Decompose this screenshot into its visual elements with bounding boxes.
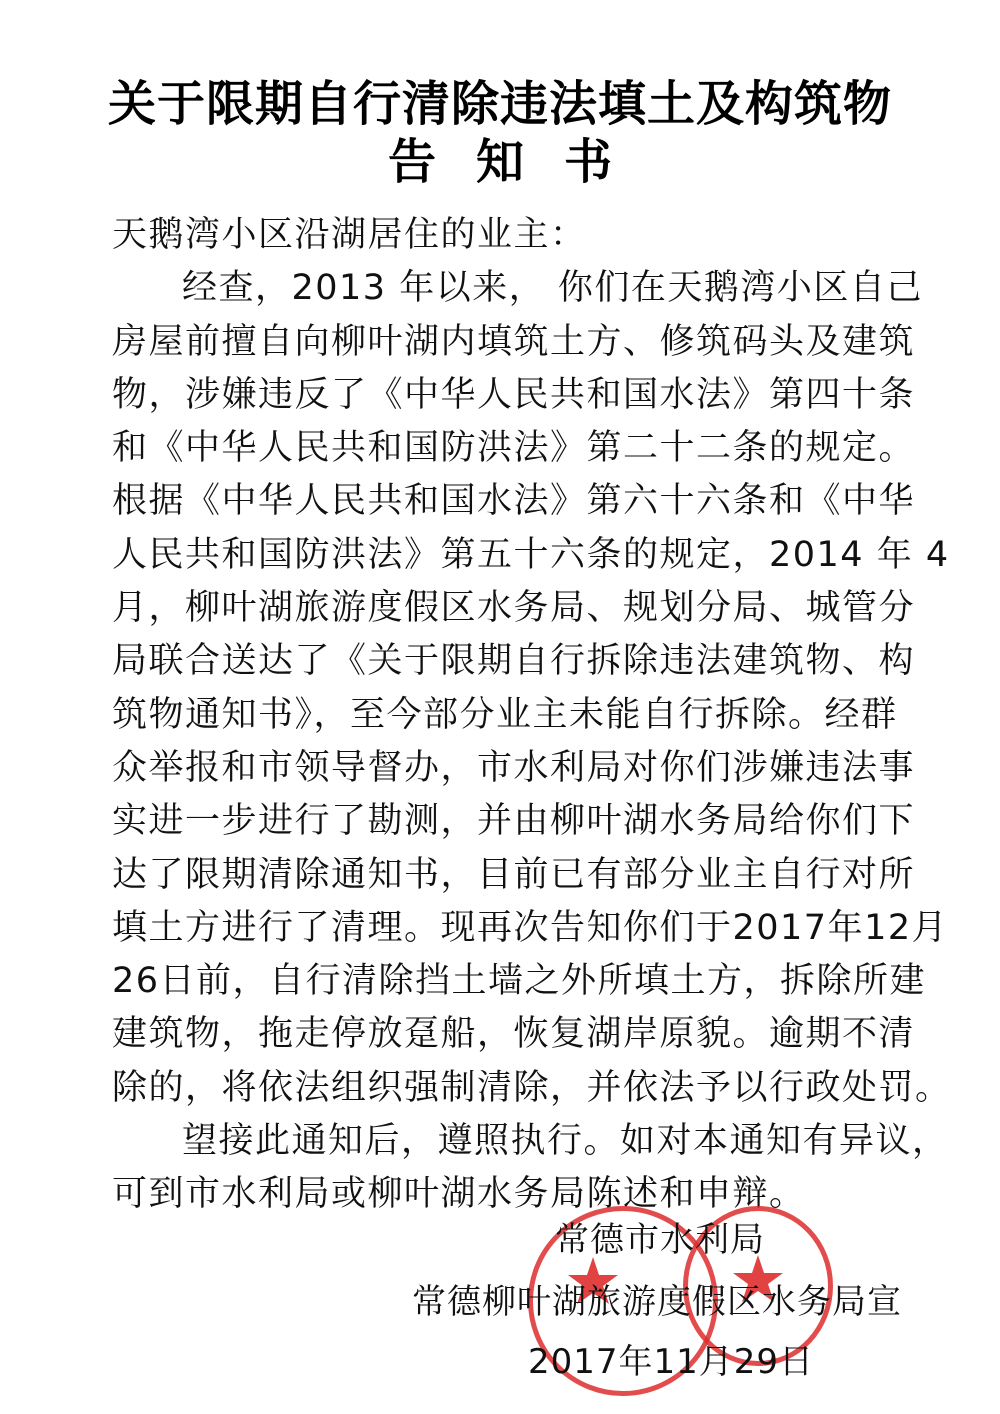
body-line: 月，柳叶湖旅游度假区水务局、规划分局、城管分 (112, 588, 916, 629)
document-title-line1: 关于限期自行清除违法填土及构筑物 (107, 76, 892, 132)
body-line: 筑物通知书》，至今部分业主未能自行拆除。经群 (112, 694, 898, 735)
document-title-line2: 告知书 (387, 134, 652, 190)
body-line: 经查，2013 年以来， 你们在天鹅湾小区自己 (182, 268, 923, 309)
body-line: 和《中华人民共和国防洪法》第二十二条的规定。 (112, 428, 916, 469)
closing-line: 望接此通知后，遵照执行。如对本通知有异议， (182, 1121, 949, 1162)
body-line: 根据《中华人民共和国水法》第六十六条和《中华 (112, 481, 916, 522)
body-line: 房屋前擅自向柳叶湖内填筑土方、修筑码头及建筑 (112, 321, 916, 362)
body-line: 人民共和国防洪法》第五十六条的规定，2014 年 4 (112, 534, 950, 575)
body-line: 达了限期清除通知书，目前已有部分业主自行对所 (112, 854, 916, 895)
body-line: 填土方进行了清理。现再次告知你们于2017年12月 (112, 907, 949, 948)
body-line: 建筑物，拖走停放趸船，恢复湖岸原貌。逾期不清 (112, 1014, 916, 1055)
document-body (112, 209, 952, 1222)
salutation: 天鹅湾小区沿湖居住的业主： (112, 215, 587, 255)
body-line: 除的，将依法组织强制清除，并依法予以行政处罚。 (112, 1067, 952, 1108)
body-line: 实进一步进行了勘测，并由柳叶湖水务局给你们下 (112, 801, 916, 842)
signatory-2: 常德柳叶湖旅游度假区水务局宣 (412, 1282, 902, 1322)
body-line: 物，涉嫌违反了《中华人民共和国水法》第四十条 (112, 374, 916, 415)
body-line: 26日前，自行清除挡土墙之外所填土方，拆除所建 (112, 961, 927, 1002)
signatory-1: 常德市水利局 (555, 1220, 765, 1260)
body-line: 众举报和市领导督办，市水利局对你们涉嫌违法事 (112, 747, 916, 788)
closing-line: 可到市水利局或柳叶湖水务局陈述和申辩。 (112, 1174, 806, 1215)
body-line: 局联合送达了《关于限期自行拆除违法建筑物、构 (112, 641, 916, 682)
issue-date: 2017年11月29日 (528, 1342, 815, 1382)
